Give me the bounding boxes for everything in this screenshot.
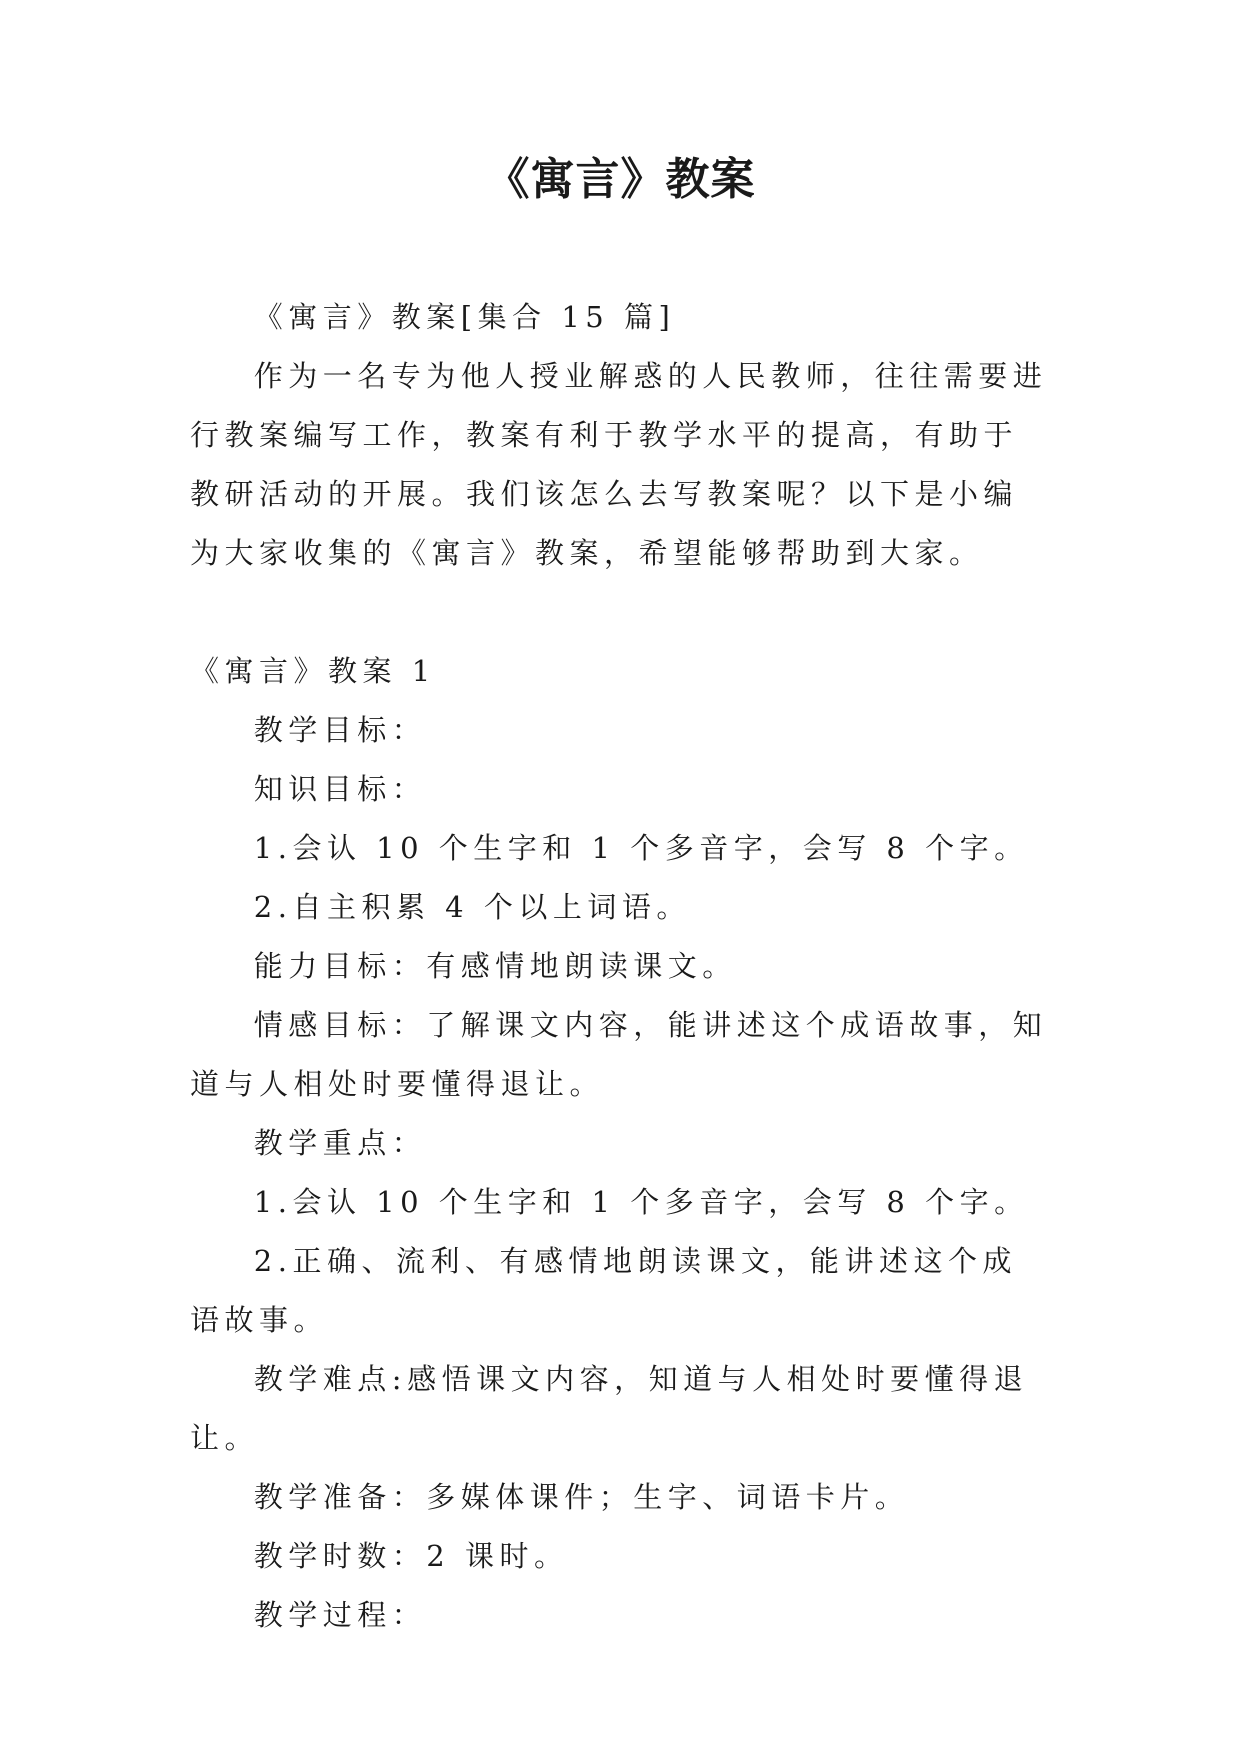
document-title: 《寓言》教案	[485, 154, 756, 205]
ability-goal: 能力目标：有感情地朗读课文。	[253, 949, 737, 983]
document-body	[190, 288, 1050, 1645]
difficulty: 教学难点:感悟课文内容，知道与人相处时要懂得退让。	[190, 1362, 1029, 1455]
knowledge-goal-1: 1.会认 10 个生字和 1 个多音字，会写 8 个字。	[253, 831, 1029, 865]
teaching-goals-label: 教学目标：	[253, 713, 427, 747]
preparation: 教学准备：多媒体课件；生字、词语卡片。	[253, 1480, 910, 1514]
knowledge-goal-2: 2.自主积累 4 个以上词语。	[253, 890, 691, 924]
key-point-2: 2.正确、流利、有感情地朗读课文，能讲述这个成语故事。	[190, 1244, 1017, 1337]
intro-paragraph: 作为一名专为他人授业解惑的人民教师，往往需要进行教案编写工作，教案有利于教学水平的提高，有助于教研活动的开展。我们该怎么去写教案呢？以下是小编为大家收集的《寓言》教案，希望能够帮助到大家。	[190, 359, 1048, 570]
key-point-1: 1.会认 10 个生字和 1 个多音字，会写 8 个字。	[253, 1185, 1029, 1219]
class-hours: 教学时数：2 课时。	[253, 1539, 569, 1573]
knowledge-goals-label: 知识目标：	[253, 772, 427, 806]
teaching-process-label: 教学过程：	[253, 1598, 427, 1632]
paragraph-gap	[190, 583, 1050, 642]
key-points-label: 教学重点：	[253, 1126, 427, 1160]
emotion-goal: 情感目标：了解课文内容，能讲述这个成语故事，知道与人相处时要懂得退让。	[190, 1008, 1048, 1101]
section-heading: 《寓言》教案 1	[190, 654, 436, 688]
document-subtitle: 《寓言》教案[集合 15 篇]	[253, 300, 676, 334]
